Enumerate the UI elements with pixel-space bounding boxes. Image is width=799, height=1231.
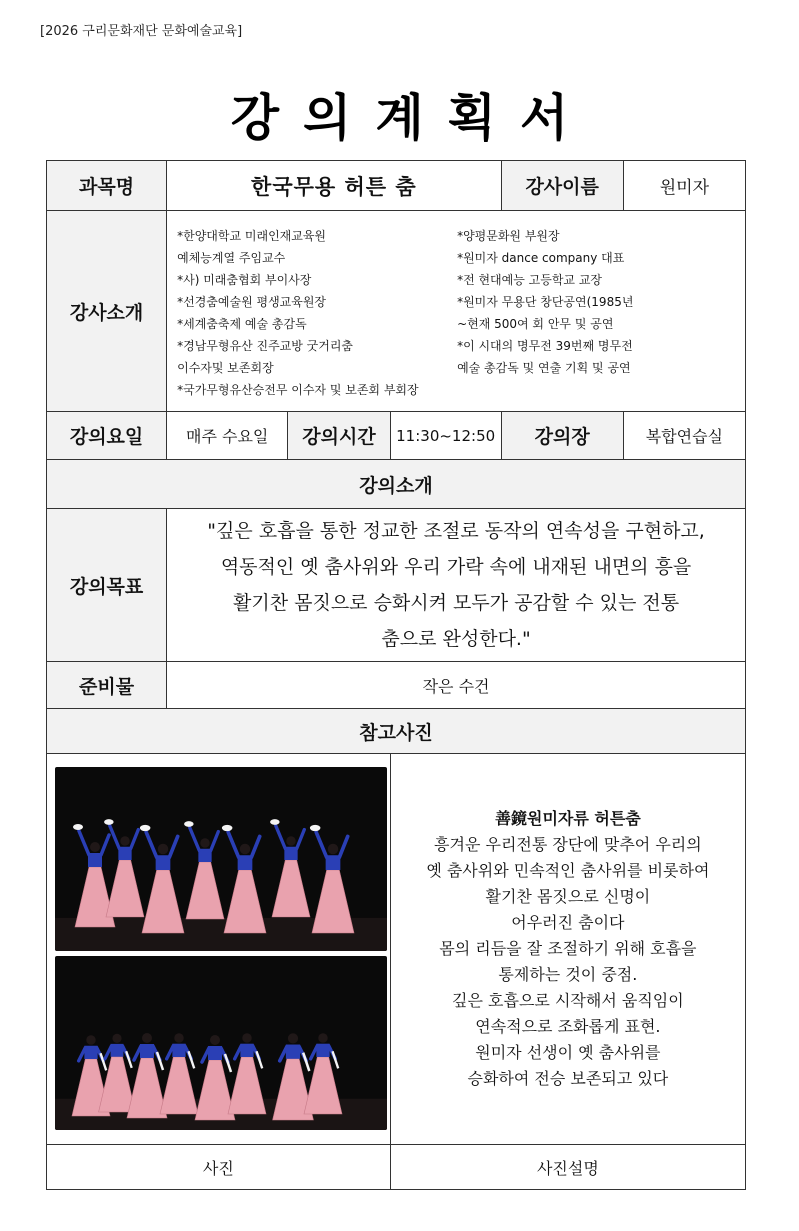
- description-line: 몸의 리듬을 잘 조절하기 위해 호흡을: [439, 939, 697, 958]
- instructor-intro-label: 강사소개: [47, 211, 167, 412]
- intro-line: *국가무형유산승전무 이수자 및 보존회 부회장: [177, 383, 419, 397]
- goal-line: 춤으로 완성한다.": [381, 628, 531, 650]
- instructor-name-value: 원미자: [623, 161, 745, 211]
- goal-line: "깊은 호흡을 통한 정교한 조절로 동작의 연속성을 구현하고,: [207, 520, 705, 542]
- time-label: 강의시간: [288, 412, 391, 460]
- goal-line: 활기찬 몸짓으로 승화시켜 모두가 공감할 수 있는 전통: [233, 592, 680, 614]
- page-title: 강의계획서: [230, 89, 593, 147]
- intro-line: *원미자 무용단 창단공연(1985년: [457, 295, 634, 309]
- description-footer-label: 사진설명: [390, 1145, 745, 1190]
- reference-heading: 참고사진: [47, 709, 746, 754]
- description-line: 어우러진 춤이다: [511, 913, 625, 932]
- photo-description: [390, 754, 745, 1145]
- materials-label: 준비물: [47, 662, 167, 709]
- course-label: 과목명: [47, 161, 167, 211]
- course-intro-heading-row: [47, 460, 746, 509]
- photos-cell: [47, 754, 391, 1145]
- time-value: 11:30~12:50: [390, 412, 501, 460]
- goal-line: 역동적인 옛 춤사위와 우리 가락 속에 내재된 내면의 흥을: [220, 556, 692, 578]
- intro-line: *세계춤축제 예술 총감독: [177, 317, 307, 331]
- intro-line: *양평문화원 부원장: [457, 229, 560, 243]
- description-line: 원미자 선생이 옛 춤사위를: [475, 1043, 661, 1062]
- intro-line: *한양대학교 미래인재교육원: [177, 229, 327, 243]
- intro-line: 예체능계열 주임교수: [177, 251, 286, 265]
- instructor-intro-row: [47, 211, 746, 412]
- course-row: [47, 161, 746, 211]
- footer-row: [47, 1145, 746, 1190]
- lecture-plan-table: [46, 160, 746, 1190]
- goal-text: [167, 509, 746, 662]
- description-line: 활기찬 몸짓으로 신명이: [485, 887, 651, 906]
- intro-right-column: [457, 225, 737, 401]
- intro-line: *선경춤예술원 평생교육원장: [177, 295, 327, 309]
- day-label: 강의요일: [47, 412, 167, 460]
- day-value: 매주 수요일: [167, 412, 288, 460]
- description-line: 깊은 호흡으로 시작해서 움직임이: [452, 991, 684, 1010]
- intro-line: *이 시대의 명무전 39번째 명무전: [457, 339, 633, 353]
- instructor-intro-content: [167, 211, 746, 412]
- intro-left-column: [177, 225, 457, 401]
- goal-label: 강의목표: [47, 509, 167, 662]
- materials-value: 작은 수건: [167, 662, 746, 709]
- intro-line: *경남무형유산 진주교방 굿거리춤: [177, 339, 354, 353]
- place-label: 강의장: [501, 412, 623, 460]
- course-intro-heading: 강의소개: [47, 460, 746, 509]
- materials-row: [47, 662, 746, 709]
- reference-heading-row: [47, 709, 746, 754]
- course-value: 한국무용 허튼 춤: [167, 161, 501, 211]
- description-line: 옛 춤사위와 민속적인 춤사위를 비롯하여: [426, 861, 710, 880]
- photo-footer-label: 사진: [47, 1145, 391, 1190]
- dance-photo-2: [55, 956, 387, 1130]
- place-value: 복합연습실: [623, 412, 745, 460]
- intro-line: *원미자 dance company 대표: [457, 251, 625, 265]
- photos-row: [47, 754, 746, 1145]
- intro-line: 이수자및 보존회장: [177, 361, 274, 375]
- description-title: 善鏡원미자류 허튼춤: [494, 809, 641, 828]
- description-line: 흥겨운 우리전통 장단에 맞추어 우리의: [434, 835, 702, 854]
- description-lines: [391, 832, 745, 1092]
- goal-row: [47, 509, 746, 662]
- dance-photo-1: [55, 767, 387, 951]
- description-line: 통제하는 것이 중점.: [498, 965, 638, 984]
- intro-line: *전 현대예능 고등학교 교장: [457, 273, 603, 287]
- intro-line: 예술 총감독 및 연출 기획 및 공연: [457, 361, 631, 375]
- intro-line: ~현재 500여 회 안무 및 공연: [457, 317, 614, 331]
- intro-line: *사) 미래춤협회 부이사장: [177, 273, 312, 287]
- schedule-row: [47, 412, 746, 460]
- description-line: 연속적으로 조화롭게 표현.: [475, 1017, 661, 1036]
- description-line: 승화하여 전승 보존되고 있다: [467, 1069, 669, 1088]
- document-header: [2026 구리문화재단 문화예술교육]: [40, 24, 243, 39]
- instructor-name-label: 강사이름: [501, 161, 623, 211]
